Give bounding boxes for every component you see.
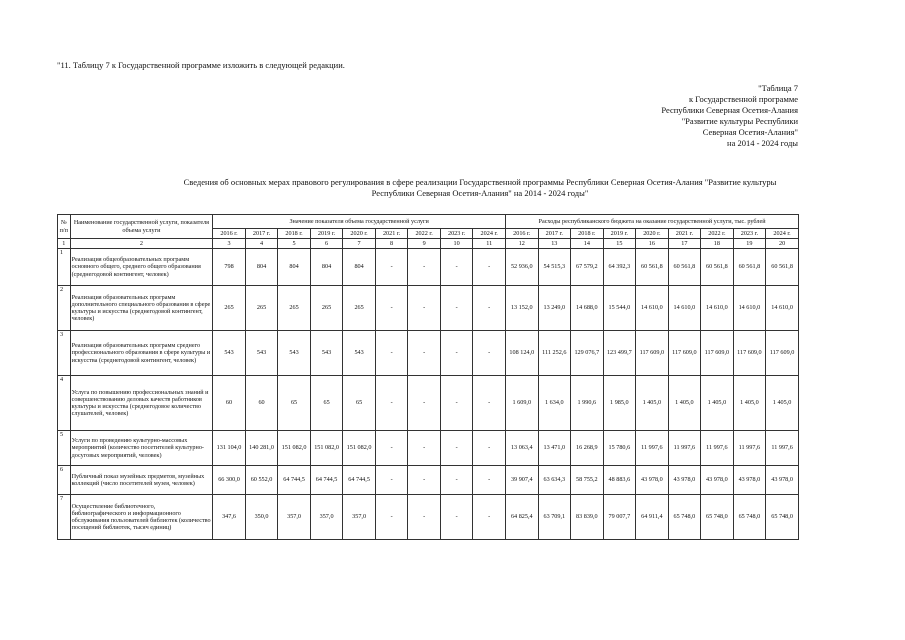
col-group-volume: Значение показателя объема государственной услуги [213, 215, 506, 229]
volume-value: - [375, 331, 408, 376]
budget-value: 11 997,6 [701, 431, 734, 466]
appendix-note-line: Республики Северная Осетия-Алания [661, 105, 798, 115]
volume-value: 131 104,0 [213, 431, 246, 466]
budget-value: 16 268,9 [571, 431, 604, 466]
budget-value: 60 561,8 [668, 249, 701, 286]
volume-value: 804 [245, 249, 278, 286]
budget-value: 117 609,0 [701, 331, 734, 376]
budget-value: 43 978,0 [766, 466, 799, 495]
volume-value: 151 082,0 [310, 431, 343, 466]
volume-value: 543 [213, 331, 246, 376]
volume-value: - [408, 331, 441, 376]
row-number: 6 [58, 466, 71, 495]
budget-value: 13 471,0 [538, 431, 571, 466]
column-index-cell: 11 [473, 239, 506, 249]
budget-value: 15 780,6 [603, 431, 636, 466]
volume-value: - [440, 331, 473, 376]
budget-value: 63 634,3 [538, 466, 571, 495]
year-header: 2018 г. [571, 229, 604, 239]
service-name: Реализация общеобразовательных программ основного общего, среднего общего образования (среднегодовой контингент, человек) [70, 249, 213, 286]
volume-value: 60 [245, 376, 278, 431]
table-row [58, 249, 799, 286]
volume-value: - [440, 249, 473, 286]
budget-value: 43 978,0 [636, 466, 669, 495]
column-index-cell: 19 [733, 239, 766, 249]
year-header: 2024 г. [766, 229, 799, 239]
column-index-cell: 15 [603, 239, 636, 249]
column-index-cell: 5 [278, 239, 311, 249]
column-index-cell: 6 [310, 239, 343, 249]
column-index-row [58, 239, 799, 249]
volume-value: 798 [213, 249, 246, 286]
appendix-note [661, 83, 798, 149]
volume-value: 265 [310, 286, 343, 331]
budget-value: 1 609,0 [506, 376, 539, 431]
volume-value: - [473, 286, 506, 331]
budget-value: 58 755,2 [571, 466, 604, 495]
budget-value: 60 561,8 [766, 249, 799, 286]
row-number: 2 [58, 286, 71, 331]
budget-value: 52 936,0 [506, 249, 539, 286]
volume-value: 265 [213, 286, 246, 331]
column-index-cell: 3 [213, 239, 246, 249]
budget-value: 1 985,0 [603, 376, 636, 431]
column-index-cell: 8 [375, 239, 408, 249]
table-row [58, 431, 799, 466]
volume-value: 543 [343, 331, 376, 376]
year-header: 2022 г. [408, 229, 441, 239]
volume-value: 265 [343, 286, 376, 331]
row-number: 5 [58, 431, 71, 466]
volume-value: 65 [343, 376, 376, 431]
column-index-cell: 20 [766, 239, 799, 249]
volume-value: - [408, 466, 441, 495]
volume-value: 357,0 [343, 495, 376, 540]
volume-value: 543 [245, 331, 278, 376]
column-index-cell: 4 [245, 239, 278, 249]
budget-value: 1 405,0 [766, 376, 799, 431]
table-row [58, 286, 799, 331]
year-header: 2019 г. [310, 229, 343, 239]
budget-value: 60 561,8 [636, 249, 669, 286]
year-header: 2024 г. [473, 229, 506, 239]
budget-value: 79 007,7 [603, 495, 636, 540]
volume-value: 151 082,0 [278, 431, 311, 466]
year-header: 2016 г. [506, 229, 539, 239]
budget-value: 111 252,6 [538, 331, 571, 376]
column-index-cell: 13 [538, 239, 571, 249]
service-name: Реализация образовательных программ среднего профессионального образования в сфере культуры и искусства (среднегодовой контингент, человек) [70, 331, 213, 376]
volume-value: - [440, 431, 473, 466]
budget-value: 65 748,0 [733, 495, 766, 540]
appendix-note-line: на 2014 - 2024 годы [727, 138, 798, 148]
year-header: 2019 г. [603, 229, 636, 239]
budget-value: 129 076,7 [571, 331, 604, 376]
row-number: 7 [58, 495, 71, 540]
year-header: 2023 г. [733, 229, 766, 239]
row-number: 3 [58, 331, 71, 376]
budget-value: 60 561,8 [733, 249, 766, 286]
column-index-cell: 9 [408, 239, 441, 249]
col-group-budget: Расходы республиканского бюджета на оказание государственной услуги, тыс. рублей [506, 215, 799, 229]
budget-value: 13 152,0 [506, 286, 539, 331]
col-header-service-name: Наименование государственной услуги, показателя объема услуги [70, 215, 213, 239]
budget-value: 11 997,6 [668, 431, 701, 466]
budget-value: 117 609,0 [733, 331, 766, 376]
budget-value: 13 249,0 [538, 286, 571, 331]
volume-value: - [375, 466, 408, 495]
service-name: Услуги по проведению культурно-массовых мероприятий (количество посетителей культурно-досуговых мероприятий, человек) [70, 431, 213, 466]
budget-value: 67 579,2 [571, 249, 604, 286]
col-header-number: № п/п [58, 215, 71, 239]
volume-value: - [440, 286, 473, 331]
budget-value: 117 609,0 [766, 331, 799, 376]
volume-value: 357,0 [278, 495, 311, 540]
appendix-note-line: Северная Осетия-Алания" [702, 127, 798, 137]
volume-value: - [408, 431, 441, 466]
column-index-cell: 7 [343, 239, 376, 249]
volume-value: 65 [278, 376, 311, 431]
appendix-note-line: к Государственной программе [689, 94, 798, 104]
budget-value: 11 997,6 [733, 431, 766, 466]
budget-value: 83 839,0 [571, 495, 604, 540]
volume-value: - [473, 431, 506, 466]
year-header: 2020 г. [636, 229, 669, 239]
table-body [58, 249, 799, 540]
year-header: 2020 г. [343, 229, 376, 239]
volume-value: 804 [310, 249, 343, 286]
volume-value: - [408, 286, 441, 331]
budget-value: 14 688,0 [571, 286, 604, 331]
budget-value: 43 978,0 [733, 466, 766, 495]
budget-value: 1 990,6 [571, 376, 604, 431]
budget-value: 123 499,7 [603, 331, 636, 376]
volume-value: - [375, 376, 408, 431]
service-name: Реализация образовательных программ дополнительного специального образования в сфере культуры и искусства (среднегодовой контингент, человек) [70, 286, 213, 331]
budget-value: 11 997,6 [636, 431, 669, 466]
budget-value: 64 825,4 [506, 495, 539, 540]
budget-value: 64 911,4 [636, 495, 669, 540]
budget-value: 48 883,6 [603, 466, 636, 495]
year-header: 2016 г. [213, 229, 246, 239]
column-index-cell: 18 [701, 239, 734, 249]
column-index-cell: 2 [70, 239, 213, 249]
column-index-cell: 10 [440, 239, 473, 249]
year-header: 2021 г. [668, 229, 701, 239]
column-index-cell: 12 [506, 239, 539, 249]
year-header: 2018 г. [278, 229, 311, 239]
volume-value: - [473, 495, 506, 540]
volume-value: - [473, 249, 506, 286]
budget-value: 14 610,0 [636, 286, 669, 331]
volume-value: - [408, 376, 441, 431]
volume-value: 64 744,5 [278, 466, 311, 495]
budget-value: 64 392,3 [603, 249, 636, 286]
row-number: 4 [58, 376, 71, 431]
volume-value: 66 300,0 [213, 466, 246, 495]
budget-value: 14 610,0 [733, 286, 766, 331]
budget-value: 1 405,0 [636, 376, 669, 431]
year-header: 2017 г. [245, 229, 278, 239]
volume-value: 347,6 [213, 495, 246, 540]
year-header: 2023 г. [440, 229, 473, 239]
column-index-cell: 14 [571, 239, 604, 249]
budget-value: 13 063,4 [506, 431, 539, 466]
budget-value: 39 907,4 [506, 466, 539, 495]
volume-value: 60 [213, 376, 246, 431]
volume-value: 140 281,0 [245, 431, 278, 466]
budget-value: 65 748,0 [701, 495, 734, 540]
appendix-note-line: "Таблица 7 [758, 83, 798, 93]
budget-value: 14 610,0 [701, 286, 734, 331]
budget-value: 1 634,0 [538, 376, 571, 431]
intro-text: "11. Таблицу 7 к Государственной программе изложить в следующей редакции. [57, 60, 345, 70]
budget-value: 11 997,6 [766, 431, 799, 466]
table-row [58, 495, 799, 540]
volume-value: - [440, 466, 473, 495]
budget-value: 43 978,0 [668, 466, 701, 495]
document-title: Сведения об основных мерах правового регулирования в сфере реализации Государственной программы Республики Северная Осетия-Алания "Развитие культуры Республики Северная Осетия-Алания" на 2014 - 2024 годы" [183, 177, 777, 198]
budget-value: 117 609,0 [636, 331, 669, 376]
budget-value: 14 610,0 [766, 286, 799, 331]
volume-value: 350,0 [245, 495, 278, 540]
appendix-note-line: "Развитие культуры Республики [681, 116, 798, 126]
column-index-cell: 16 [636, 239, 669, 249]
year-header: 2021 г. [375, 229, 408, 239]
table-row [58, 376, 799, 431]
budget-value: 1 405,0 [701, 376, 734, 431]
service-name: Публичный показ музейных предметов, музейных коллекций (число посетителей музея, человек) [70, 466, 213, 495]
volume-value: - [440, 495, 473, 540]
volume-value: - [375, 431, 408, 466]
measures-table [57, 214, 799, 540]
volume-value: 804 [278, 249, 311, 286]
table-row [58, 331, 799, 376]
budget-value: 65 748,0 [766, 495, 799, 540]
column-index-cell: 17 [668, 239, 701, 249]
budget-value: 117 609,0 [668, 331, 701, 376]
volume-value: 60 552,0 [245, 466, 278, 495]
volume-value: 543 [278, 331, 311, 376]
budget-value: 43 978,0 [701, 466, 734, 495]
year-header: 2017 г. [538, 229, 571, 239]
volume-value: 357,0 [310, 495, 343, 540]
budget-value: 63 709,1 [538, 495, 571, 540]
year-header: 2022 г. [701, 229, 734, 239]
budget-value: 108 124,0 [506, 331, 539, 376]
volume-value: - [375, 286, 408, 331]
budget-value: 15 544,0 [603, 286, 636, 331]
table-row [58, 466, 799, 495]
volume-value: - [440, 376, 473, 431]
volume-value: - [473, 331, 506, 376]
budget-value: 54 515,3 [538, 249, 571, 286]
volume-value: 543 [310, 331, 343, 376]
volume-value: 64 744,5 [343, 466, 376, 495]
volume-value: - [473, 466, 506, 495]
budget-value: 14 610,0 [668, 286, 701, 331]
volume-value: 804 [343, 249, 376, 286]
service-name: Услуга по повышению профессиональных знаний и совершенствованию деловых качеств работников культуры и искусства (среднегодовое количество слушателей, человек) [70, 376, 213, 431]
volume-value: - [408, 495, 441, 540]
volume-value: 265 [245, 286, 278, 331]
volume-value: - [375, 249, 408, 286]
row-number: 1 [58, 249, 71, 286]
budget-value: 65 748,0 [668, 495, 701, 540]
budget-value: 1 405,0 [733, 376, 766, 431]
volume-value: - [375, 495, 408, 540]
volume-value: 265 [278, 286, 311, 331]
budget-value: 60 561,8 [701, 249, 734, 286]
service-name: Осуществление библиотечного, библиографического и информационного обслуживания пользователей библиотек (количество посещений библиотек, тысяч единиц) [70, 495, 213, 540]
volume-value: - [473, 376, 506, 431]
budget-value: 1 405,0 [668, 376, 701, 431]
volume-value: - [408, 249, 441, 286]
volume-value: 64 744,5 [310, 466, 343, 495]
volume-value: 151 082,0 [343, 431, 376, 466]
column-index-cell: 1 [58, 239, 71, 249]
volume-value: 65 [310, 376, 343, 431]
